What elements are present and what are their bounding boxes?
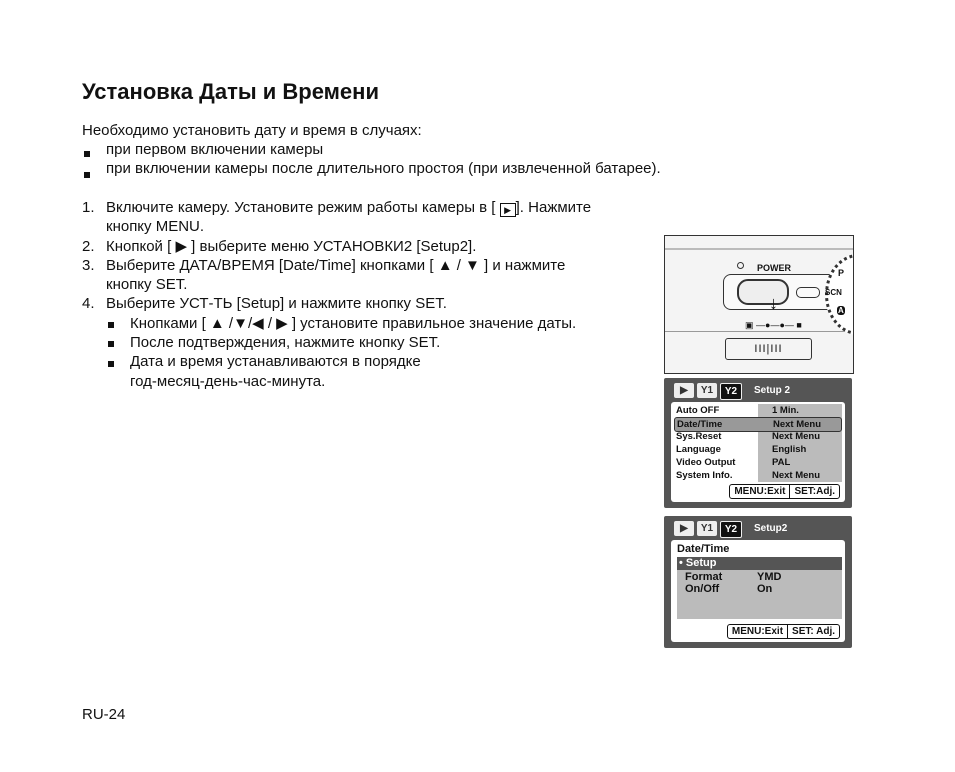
camera-top-illustration — [664, 235, 854, 374]
datetime-menu-screen — [664, 516, 852, 648]
menu-row: System Info. Next Menu — [676, 470, 821, 481]
step-number: 1. — [82, 199, 95, 216]
power-button — [737, 279, 789, 305]
substep: год-месяц-день-час-минута. — [130, 373, 326, 390]
dial-p: P — [838, 268, 845, 278]
menu-row-selected: • Setup — [677, 557, 842, 570]
bullet-icon — [108, 341, 114, 347]
menu-title: Setup 2 — [754, 385, 791, 396]
substep: Кнопками [ ▲ /▼/◀ / ▶ ] установите правильное значение даты. — [130, 315, 577, 332]
substep: После подтверждения, нажмите кнопку SET. — [130, 334, 441, 351]
bullet-icon — [84, 172, 90, 178]
page-number: RU-24 — [82, 706, 126, 723]
step-text: кнопку MENU. — [106, 218, 205, 235]
setup2-tab-icon: Y2 — [720, 521, 742, 538]
case-item: при первом включении камеры — [106, 141, 324, 158]
case-item: при включении камеры после длительного простоя (при извлеченной батарее). — [106, 160, 661, 177]
menu-row: Language English — [676, 444, 807, 455]
step-text: ]. Нажмите — [515, 199, 592, 216]
mode-switch: III|III — [725, 338, 812, 360]
arrow-down-icon: ↓ — [769, 293, 778, 313]
menu-title: Setup2 — [754, 523, 788, 534]
substep: Дата и время устанавливаются в порядке — [130, 353, 421, 370]
menu-row: On/Off On — [685, 583, 773, 595]
menu-row: Video Output PAL — [676, 457, 791, 468]
step-1-text — [106, 199, 591, 217]
step-number: 4. — [82, 295, 95, 312]
intro-text: Необходимо установить дату и время в случаях: — [82, 122, 422, 139]
step-number: 2. — [82, 238, 95, 255]
step-text: Выберите УСТ-ТЬ [Setup] и нажмите кнопку SET. — [106, 295, 447, 312]
playback-tab-icon: ▶ — [674, 521, 694, 536]
dial-a: A — [838, 306, 844, 315]
setup1-tab-icon: Y1 — [697, 383, 717, 398]
menu-footer: MENU:Exit SET:Adj. — [729, 484, 840, 499]
step-text: кнопку SET. — [106, 276, 188, 293]
menu-row-selected: Date/Time Next Menu — [674, 417, 842, 432]
menu-row: Format YMD — [685, 571, 782, 583]
step-text: Включите камеру. Установите режим работы камеры в [ — [106, 199, 496, 216]
bullet-icon — [108, 361, 114, 367]
power-label: POWER — [757, 263, 792, 273]
page-title: Установка Даты и Времени — [82, 79, 379, 104]
mode-indicator: ▣ —●—●— ■ — [745, 320, 802, 330]
menu-footer: MENU:Exit SET: Adj. — [727, 624, 840, 639]
step-text: Кнопкой [ ▶ ] выберите меню УСТАНОВКИ2 [Setup2]. — [106, 238, 477, 255]
step-number: 3. — [82, 257, 95, 274]
dial-scn: SCN — [825, 288, 842, 297]
setup2-menu-screen — [664, 378, 852, 508]
menu-row: Sys.Reset Next Menu — [676, 431, 821, 442]
step-text: Выберите ДАТА/ВРЕМЯ [Date/Time] кнопками [ ▲ / ▼ ] и нажмите — [106, 257, 566, 274]
setup2-tab-icon: Y2 — [720, 383, 742, 400]
playback-icon: ▶ — [500, 203, 516, 217]
setup1-tab-icon: Y1 — [697, 521, 717, 536]
bullet-icon — [84, 151, 90, 157]
bullet-icon — [108, 322, 114, 328]
menu-row: Auto OFF 1 Min. — [676, 405, 799, 416]
menu-heading: Date/Time — [677, 543, 730, 555]
playback-tab-icon: ▶ — [674, 383, 694, 398]
